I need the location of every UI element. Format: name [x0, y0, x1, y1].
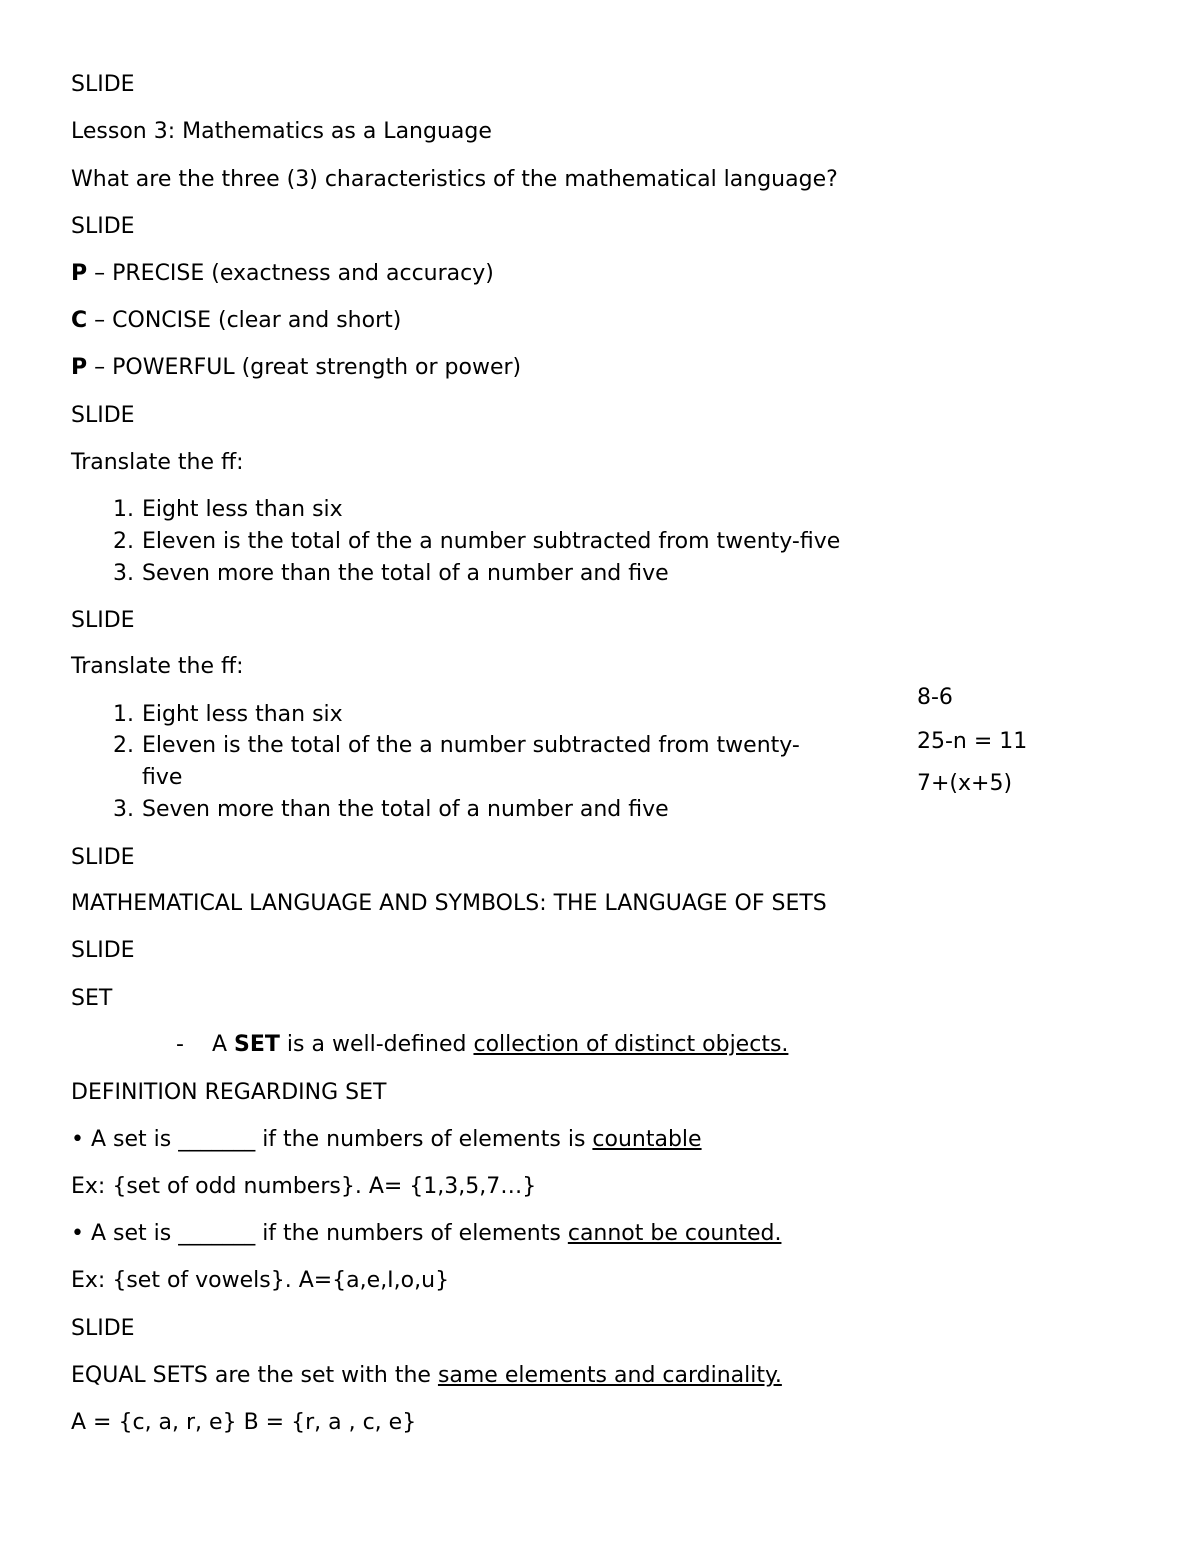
set-definition	[212, 1031, 788, 1059]
finite-set-bullet	[71, 1126, 702, 1154]
characteristic-concise	[71, 307, 401, 335]
characteristic-letter: P	[71, 355, 88, 380]
set-definition-dash: -	[176, 1032, 184, 1057]
definition-underlined: collection of distinct objects.	[473, 1032, 789, 1057]
characteristic-text: – CONCISE (clear and short)	[87, 308, 402, 333]
list-number: 1.	[113, 702, 134, 727]
definition-text: A	[212, 1032, 235, 1057]
slide-marker: SLIDE	[71, 938, 135, 963]
slide-marker: SLIDE	[71, 845, 135, 870]
sets-heading: MATHEMATICAL LANGUAGE AND SYMBOLS: THE LANGUAGE OF SETS	[71, 891, 827, 916]
characteristic-precise	[71, 260, 494, 288]
list-number: 1.	[113, 497, 134, 522]
set-keyword: SET	[234, 1032, 280, 1057]
definition-text: is a well-defined	[279, 1032, 474, 1057]
list-number: 3.	[113, 797, 134, 822]
bullet-underlined: cannot be counted.	[567, 1221, 782, 1246]
bullet-text: if the numbers of elements is	[255, 1127, 593, 1152]
list-number: 2.	[113, 733, 134, 758]
characteristic-powerful	[71, 354, 521, 382]
equal-sets-text: EQUAL SETS are the set with the	[71, 1363, 438, 1388]
list-item: Eleven is the total of the a number subtracted from twenty-	[142, 733, 800, 758]
characteristic-text: – PRECISE (exactness and accuracy)	[87, 261, 494, 286]
list-item: Seven more than the total of a number and five	[142, 797, 669, 822]
finite-set-example: Ex: {set of odd numbers}. A= {1,3,5,7…}	[71, 1174, 537, 1199]
slide-marker: SLIDE	[71, 608, 135, 633]
equal-sets-underlined: same elements and cardinality.	[437, 1363, 782, 1388]
fill-blank: _______	[178, 1127, 256, 1152]
translate-heading: Translate the ff:	[71, 654, 244, 679]
infinite-set-example: Ex: {set of vowels}. A={a,e,I,o,u}	[71, 1268, 450, 1293]
list-item: Eight less than six	[142, 497, 343, 522]
list-number: 2.	[113, 529, 134, 554]
question-text: What are the three (3) characteristics of the mathematical language?	[71, 167, 838, 192]
set-title: SET	[71, 986, 113, 1011]
list-item: Seven more than the total of a number and five	[142, 561, 669, 586]
bullet-underlined: countable	[592, 1127, 702, 1152]
list-item: Eleven is the total of the a number subtracted from twenty-five	[142, 529, 841, 554]
infinite-set-bullet	[71, 1220, 781, 1248]
answer-2: 25-n = 11	[917, 729, 1028, 754]
characteristic-text: – POWERFUL (great strength or power)	[87, 355, 522, 380]
list-number: 3.	[113, 561, 134, 586]
translate-heading: Translate the ff:	[71, 450, 244, 475]
list-item: Eight less than six	[142, 702, 343, 727]
slide-marker: SLIDE	[71, 72, 135, 97]
definition-heading: DEFINITION REGARDING SET	[71, 1080, 387, 1105]
bullet-text: if the numbers of elements	[255, 1221, 568, 1246]
slide-marker: SLIDE	[71, 403, 135, 428]
characteristic-letter: P	[71, 261, 88, 286]
slide-marker: SLIDE	[71, 214, 135, 239]
bullet-text: • A set is	[71, 1127, 179, 1152]
fill-blank: _______	[178, 1221, 256, 1246]
answer-3: 7+(x+5)	[917, 771, 1013, 796]
equal-sets-example: A = {c, a, r, e} B = {r, a , c, e}	[71, 1410, 417, 1435]
list-item-continuation: five	[142, 765, 183, 790]
characteristic-letter: C	[71, 308, 88, 333]
slide-marker: SLIDE	[71, 1316, 135, 1341]
answer-1: 8-6	[917, 685, 953, 710]
bullet-text: • A set is	[71, 1221, 179, 1246]
lesson-title: Lesson 3: Mathematics as a Language	[71, 119, 492, 144]
equal-sets-definition	[71, 1362, 782, 1390]
